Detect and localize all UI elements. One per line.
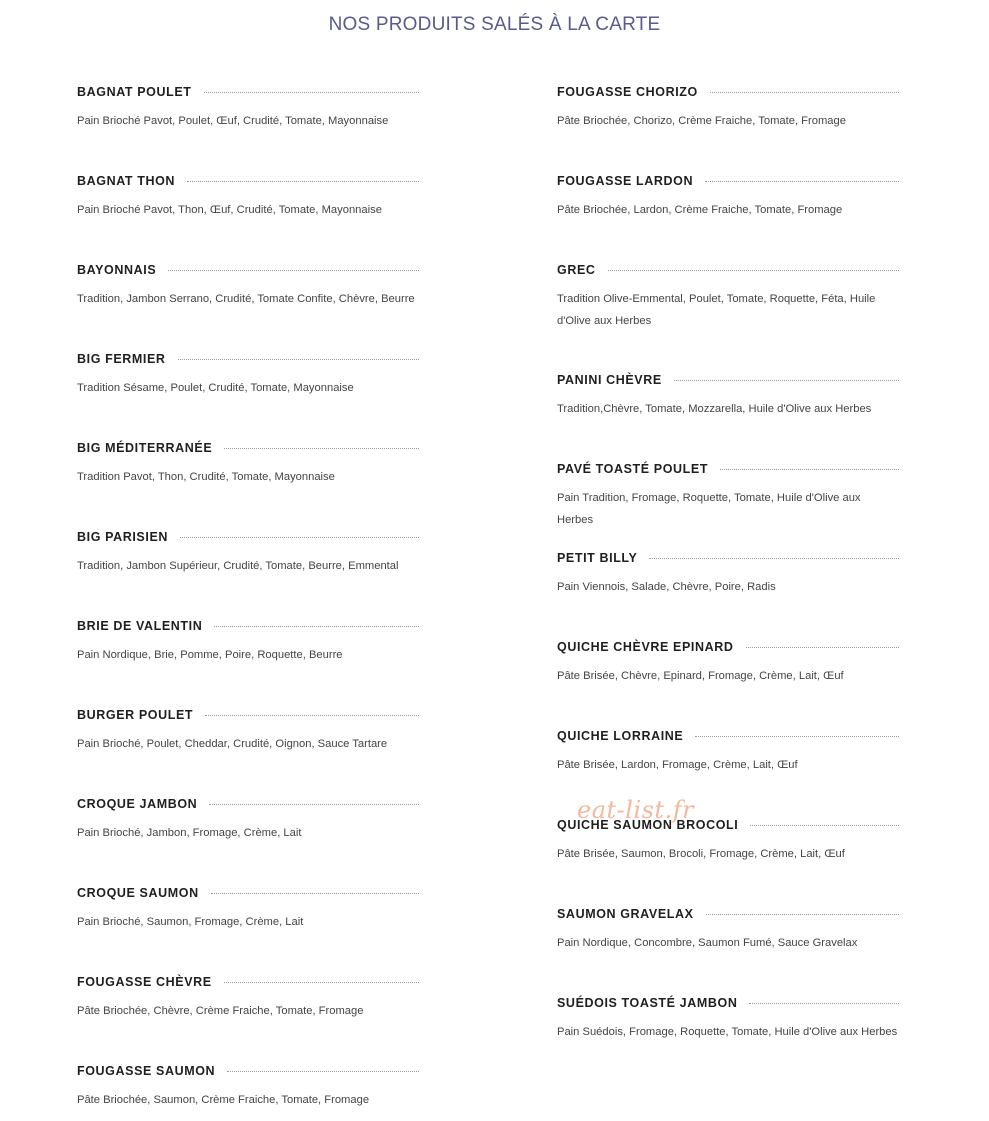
dotted-divider [227, 1071, 419, 1072]
menu-item [557, 370, 899, 459]
menu-item-name: QUICHE SAUMON BROCOLI [557, 818, 739, 832]
menu-item-name: FOUGASSE SAUMON [77, 1064, 216, 1078]
dotted-divider [224, 982, 419, 983]
menu-item-description: Tradition Olive-Emmental, Poulet, Tomate, Roquette, Féta, Huile d'Olive aux Herbes [557, 293, 876, 327]
dotted-divider [187, 181, 419, 182]
menu-item [77, 527, 419, 616]
menu-item [557, 171, 899, 260]
menu-item [557, 815, 899, 904]
menu-item [557, 82, 899, 171]
menu-item-name: BIG PARISIEN [77, 530, 169, 544]
dotted-divider [695, 736, 899, 737]
menu-item-name: PANINI CHÈVRE [557, 373, 662, 387]
menu-item [557, 548, 899, 637]
menu-item-description: Pâte Brisée, Chèvre, Epinard, Fromage, Crème, Lait, Œuf [557, 670, 844, 682]
menu-item-name: QUICHE LORRAINE [557, 729, 684, 743]
menu-item-description: Tradition Pavot, Thon, Crudité, Tomate, Mayonnaise [77, 471, 335, 483]
dotted-divider [168, 270, 419, 271]
dotted-divider [608, 270, 899, 271]
menu-item-description: Pâte Briochée, Lardon, Crème Fraiche, Tomate, Fromage [557, 204, 843, 216]
menu-item [77, 349, 419, 438]
menu-item [557, 260, 899, 370]
menu-item-name: CROQUE SAUMON [77, 886, 199, 900]
dotted-divider [706, 914, 899, 915]
menu-item-name: FOUGASSE LARDON [557, 174, 694, 188]
dotted-divider [720, 469, 899, 470]
dotted-divider [205, 715, 419, 716]
menu-item-description: Pain Brioché Pavot, Thon, Œuf, Crudité, Tomate, Mayonnaise [77, 204, 382, 216]
menu-item [77, 705, 419, 794]
menu-item [557, 459, 899, 548]
menu-item [77, 171, 419, 260]
menu-item-name: BAYONNAIS [77, 263, 157, 277]
menu-column-left [77, 82, 419, 1121]
menu-item-name: BRIE DE VALENTIN [77, 619, 203, 633]
menu-item [557, 904, 899, 993]
menu-item-name: BAGNAT POULET [77, 85, 192, 99]
menu-item [77, 1061, 419, 1121]
menu-item-description: Pâte Briochée, Saumon, Crème Fraiche, Tomate, Fromage [77, 1094, 370, 1106]
menu-item [77, 616, 419, 705]
menu-item-description: Pain Brioché, Jambon, Fromage, Crème, Lait [77, 827, 302, 839]
dotted-divider [214, 626, 419, 627]
menu-item [77, 883, 419, 972]
site-watermark: eat-list.fr [577, 796, 695, 824]
menu-item-description: Pain Nordique, Brie, Pomme, Poire, Roquette, Beurre [77, 649, 343, 661]
menu-item-name: GREC [557, 263, 596, 277]
menu-item-description: Pâte Brisée, Lardon, Fromage, Crème, Lait, Œuf [557, 759, 798, 771]
menu-item-name: SAUMON GRAVELAX [557, 907, 694, 921]
menu-item [557, 993, 899, 1053]
page-title: NOS PRODUITS SALÉS À LA CARTE [328, 14, 661, 35]
dotted-divider [710, 92, 899, 93]
dotted-divider [750, 825, 899, 826]
menu-item-description: Pâte Brisée, Saumon, Brocoli, Fromage, Crème, Lait, Œuf [557, 848, 845, 860]
menu-item-name: FOUGASSE CHORIZO [557, 85, 698, 99]
menu-item-description: Pain Tradition, Fromage, Roquette, Tomate, Huile d'Olive aux Herbes [557, 492, 861, 526]
menu-item-name: CROQUE JAMBON [77, 797, 198, 811]
dotted-divider [209, 804, 419, 805]
menu-item [77, 82, 419, 171]
menu-item-description: Tradition, Jambon Supérieur, Crudité, Tomate, Beurre, Emmental [77, 560, 399, 572]
menu-item-description: Pâte Briochée, Chorizo, Crème Fraiche, Tomate, Fromage [557, 115, 846, 127]
menu-column-right [557, 82, 899, 1053]
menu-item-description: Pain Brioché, Saumon, Fromage, Crème, Lait [77, 916, 304, 928]
menu-item-name: BURGER POULET [77, 708, 194, 722]
menu-item-name: BAGNAT THON [77, 174, 176, 188]
menu-item-name: FOUGASSE CHÈVRE [77, 975, 212, 989]
menu-item [557, 637, 899, 726]
menu-item [77, 972, 419, 1061]
menu-item [77, 794, 419, 883]
menu-item-description: Pain Brioché, Poulet, Cheddar, Crudité, Oignon, Sauce Tartare [77, 738, 388, 750]
menu-item-name: PETIT BILLY [557, 551, 638, 565]
menu-item-description: Pain Viennois, Salade, Chèvre, Poire, Radis [557, 581, 776, 593]
menu-item-name: SUÉDOIS TOASTÉ JAMBON [557, 996, 738, 1010]
dotted-divider [224, 448, 419, 449]
menu-item-description: Tradition Sésame, Poulet, Crudité, Tomate, Mayonnaise [77, 382, 354, 394]
menu-item-description: Pâte Briochée, Chèvre, Crème Fraiche, Tomate, Fromage [77, 1005, 364, 1017]
dotted-divider [674, 380, 899, 381]
menu-item-name: QUICHE CHÈVRE EPINARD [557, 640, 734, 654]
menu-item-name: PAVÉ TOASTÉ POULET [557, 462, 709, 476]
dotted-divider [649, 558, 899, 559]
dotted-divider [211, 893, 419, 894]
dotted-divider [180, 537, 419, 538]
menu-item-description: Tradition,Chèvre, Tomate, Mozzarella, Huile d'Olive aux Herbes [557, 403, 872, 415]
menu-item-description: Pain Brioché Pavot, Poulet, Œuf, Crudité, Tomate, Mayonnaise [77, 115, 389, 127]
menu-item-description: Pain Nordique, Concombre, Saumon Fumé, Sauce Gravelax [557, 937, 858, 949]
dotted-divider [705, 181, 899, 182]
dotted-divider [749, 1003, 899, 1004]
dotted-divider [746, 647, 899, 648]
menu-item-name: BIG MÉDITERRANÉE [77, 441, 213, 455]
menu-item [77, 260, 419, 349]
menu-item-description: Tradition, Jambon Serrano, Crudité, Tomate Confite, Chèvre, Beurre [77, 293, 415, 305]
menu-item [77, 438, 419, 527]
menu-item-name: BIG FERMIER [77, 352, 166, 366]
dotted-divider [204, 92, 419, 93]
dotted-divider [178, 359, 419, 360]
menu-item-description: Pain Suédois, Fromage, Roquette, Tomate, Huile d'Olive aux Herbes [557, 1026, 898, 1038]
